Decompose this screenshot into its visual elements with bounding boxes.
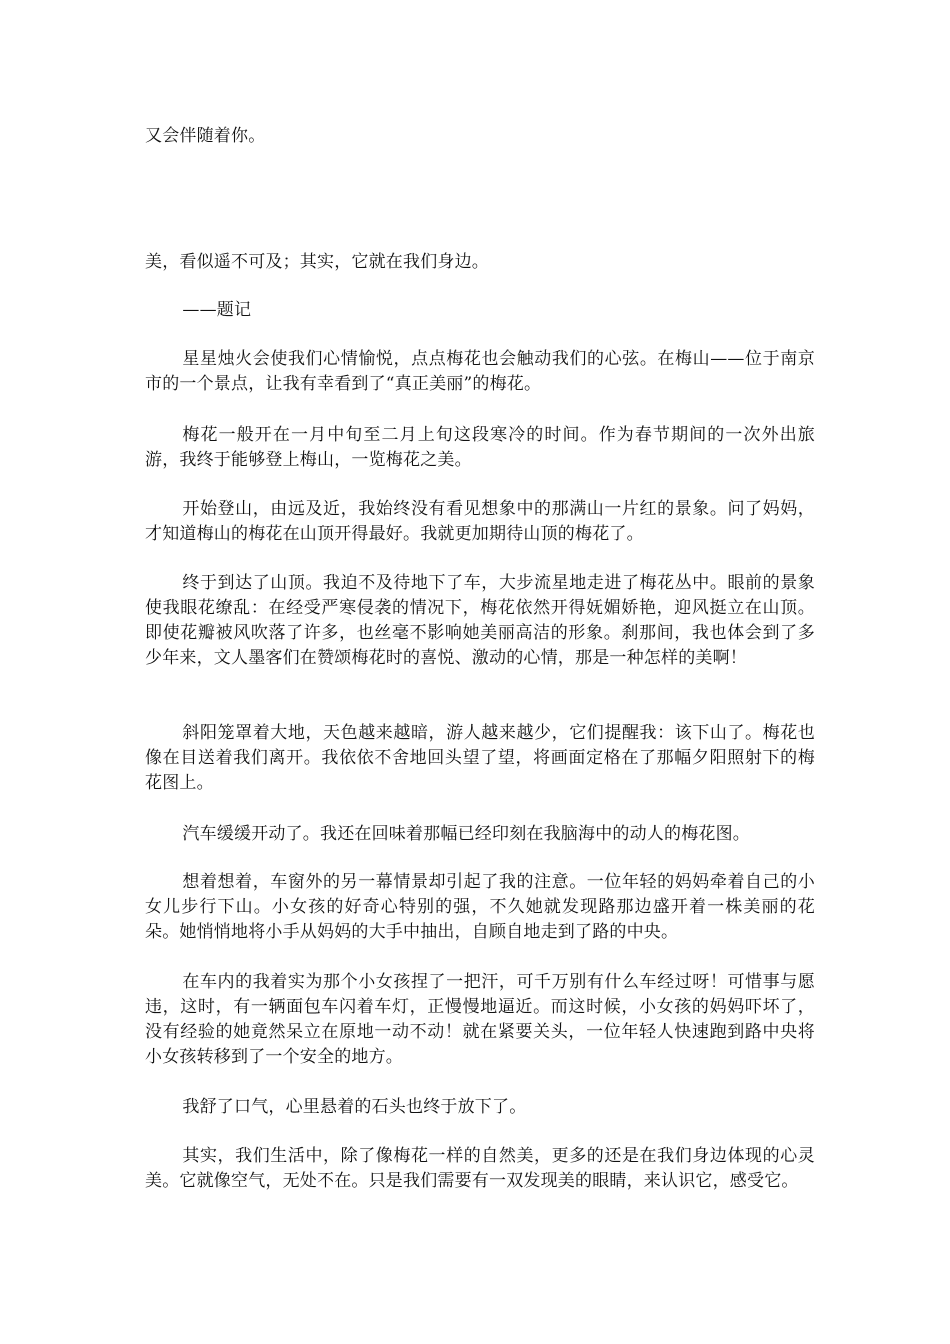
paragraph-4: 终于到达了山顶。我迫不及待地下了车，大步流星地走进了梅花丛中。眼前的景象使我眼花缭乱：在经受严寒侵袭的情况下，梅花依然开得妩媚娇艳，迎风挺立在山顶。即使花瓣被风吹落了许多，也丝毫不影响她美丽高洁的形象。刹那间，我也体会到了多少年来，文人墨客们在赞颂梅花时的喜悦、激动的心情，那是一种怎样的美啊！ [145,573,815,668]
paragraph-2: 梅花一般开在一月中旬至二月上旬这段寒冷的时间。作为春节期间的一次外出旅游，我终于能够登上梅山，一览梅花之美。 [145,425,815,470]
epigraph: ——题记 [182,300,252,320]
paragraph-7: 想着想着，车窗外的另一幕情景却引起了我的注意。一位年轻的妈妈牵着自己的小女儿步行下山。小女孩的好奇心特别的强，不久她就发现路那边盛开着一株美丽的花朵。她悄悄地将小手从妈妈的大手中抽出，自顾自地走到了路的中央。 [145,872,815,942]
intro-line: 美，看似遥不可及；其实，它就在我们身边。 [145,252,489,272]
paragraph-8: 在车内的我着实为那个小女孩捏了一把汗，可千万别有什么车经过呀！可惜事与愿违，这时，有一辆面包车闪着车灯，正慢慢地逼近。而这时候，小女孩的妈妈吓坏了，没有经验的她竟然呆立在原地一动不动！就在紧要关头，一位年轻人快速跑到路中央将小女孩转移到了一个安全的地方。 [145,972,815,1067]
fragment-line: 又会伴随着你。 [145,126,266,146]
paragraph-5: 斜阳笼罩着大地，天色越来越暗，游人越来越少，它们提醒我：该下山了。梅花也像在目送着我们离开。我依依不舍地回头望了望，将画面定格在了那幅夕阳照射下的梅花图上。 [145,723,815,793]
paragraph-1: 星星烛火会使我们心情愉悦，点点梅花也会触动我们的心弦。在梅山——位于南京市的一个景点，让我有幸看到了“真正美丽”的梅花。 [145,349,815,394]
paragraph-6: 汽车缓缓开动了。我还在回味着那幅已经印刻在我脑海中的动人的梅花图。 [182,824,750,844]
paragraph-9: 我舒了口气，心里悬着的石头也终于放下了。 [182,1097,527,1117]
paragraph-10: 其实，我们生活中，除了像梅花一样的自然美，更多的还是在我们身边体现的心灵美。它就像空气，无处不在。只是我们需要有一双发现美的眼睛，来认识它，感受它。 [145,1146,815,1191]
paragraph-3: 开始登山，由远及近，我始终没有看见想象中的那满山一片红的景象。问了妈妈，才知道梅山的梅花在山顶开得最好。我就更加期待山顶的梅花了。 [145,499,815,544]
